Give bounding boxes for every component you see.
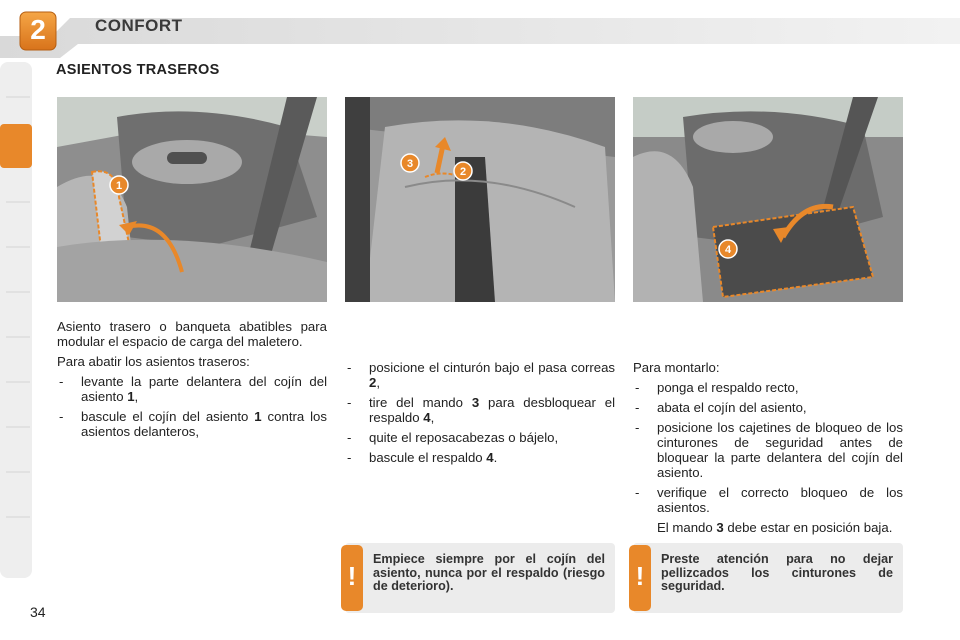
- list-item: - tire del mando 3 para desbloquear el respaldo 4,: [345, 395, 615, 425]
- active-chapter-tab: [0, 124, 32, 168]
- list-item: - posicione los cajetines de bloqueo de los cinturones de seguridad antes de bloquear la parte delantera del cojín del asiento.: [633, 420, 903, 480]
- warning-text: Empiece siempre por el cojín del asiento, nunca por el respaldo (riesgo de deterioro).: [373, 552, 605, 593]
- intro-paragraph: Asiento trasero o banqueta abatibles para modular el espacio de carga del maletero.: [57, 319, 327, 349]
- column-3: [633, 360, 903, 540]
- list-item: - abata el cojín del asiento,: [633, 400, 903, 415]
- list-item: - quite el reposacabezas o bájelo,: [345, 430, 615, 445]
- fold-steps: [57, 374, 327, 439]
- list-item: - bascule el cojín del asiento 1 contra los asientos delanteros,: [57, 409, 327, 439]
- list-item: - levante la parte delantera del cojín del asiento 1,: [57, 374, 327, 404]
- list-item: - bascule el respaldo 4.: [345, 450, 615, 465]
- refit-steps: [633, 380, 903, 535]
- callout-2: 2: [459, 166, 467, 178]
- figure-backrest-release: [345, 97, 615, 302]
- svg-text:!: !: [347, 561, 357, 591]
- control-position-note: El mando 3 debe estar en posición baja.: [657, 520, 893, 535]
- warning-box-cushion-first: [345, 543, 615, 613]
- callout-3: 3: [406, 158, 414, 170]
- fold-lead: Para abatir los asientos traseros:: [57, 354, 250, 369]
- callout-1: 1: [115, 180, 123, 192]
- column-1: [57, 319, 327, 444]
- callout-4: 4: [724, 244, 732, 256]
- list-item: - ponga el respaldo recto,: [633, 380, 903, 395]
- warning-icon: [341, 545, 365, 611]
- section-title: ASIENTOS TRASEROS: [56, 62, 220, 78]
- chapter-title: CONFORT: [95, 16, 183, 35]
- svg-text:!: !: [635, 561, 645, 591]
- chapter-header: [0, 0, 960, 58]
- refit-lead: Para montarlo:: [633, 360, 720, 375]
- chapter-number-text: 2: [30, 14, 46, 45]
- chapter-tab-strip: [0, 62, 40, 578]
- column-2: [345, 360, 615, 470]
- list-item: - posicione el cinturón bajo el pasa correas 2,: [345, 360, 615, 390]
- warning-text: Preste atención para no dejar pellizcados los cinturones de seguridad.: [661, 552, 893, 593]
- list-item: - verifique el correcto bloqueo de los asientos.: [633, 485, 903, 515]
- warning-icon: [629, 545, 653, 611]
- warning-box-belts: [633, 543, 903, 613]
- figure-seat-cushion-tilt: [57, 97, 327, 302]
- chapter-number: [21, 13, 55, 47]
- page-number: 34: [30, 604, 46, 620]
- figure-seat-fold-down: [633, 97, 903, 302]
- fold-steps-continued: [345, 360, 615, 465]
